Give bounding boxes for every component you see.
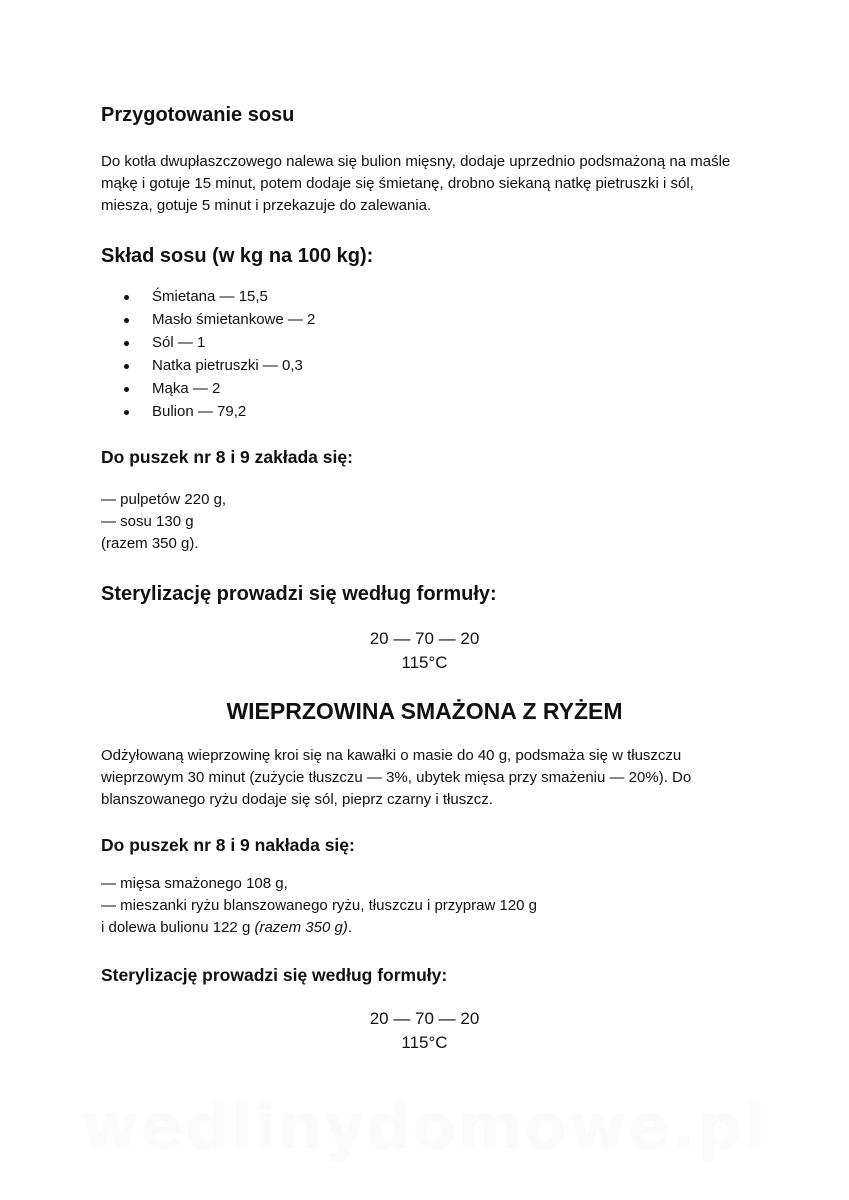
recipe-fill-line (101, 917, 751, 939)
list-item: Sól — 1 (101, 331, 751, 354)
can-fill-heading: Do puszek nr 8 i 9 zakłada się: (101, 447, 353, 467)
recipe-title: WIEPRZOWINA SMAŻONA Z RYŻEM (226, 698, 623, 724)
list-item: Bulion — 79,2 (101, 400, 751, 423)
can-fill-line: — pulpetów 220 g, (101, 491, 227, 508)
recipe-fill-text: i dolewa bulionu 122 g (101, 919, 255, 936)
can-fill-line: (razem 350 g). (101, 535, 199, 552)
list-item: Masło śmietankowe — 2 (101, 308, 751, 331)
sterilization-formula (101, 627, 748, 675)
formula-times: 20 — 70 — 20 (369, 1009, 480, 1028)
watermark: wedlinydomowe.pl (81, 1090, 768, 1163)
sauce-ingredients-list (101, 285, 751, 423)
recipe-fill-line: — mieszanki ryżu blanszowanego ryżu, tłuszczu i przypraw 120 g (101, 897, 538, 914)
page-content (101, 100, 751, 1055)
sauce-composition-heading: Skład sosu (w kg na 100 kg): (101, 245, 374, 267)
recipe-sterilization-formula (101, 1007, 748, 1055)
sauce-preparation-heading: Przygotowanie sosu (101, 104, 295, 126)
list-item: Mąka — 2 (101, 377, 751, 400)
recipe-fill-total: (razem 350 g) (254, 919, 348, 936)
recipe-fill-period: . (347, 919, 352, 936)
formula-temperature: 115°C (401, 1033, 448, 1052)
recipe-paragraph: Odżyłowaną wieprzowinę kroi się na kawałki o masie do 40 g, podsmaża się w tłuszczu wieprzowym 30 minut (zużycie tłuszczu — 3%, ubytek mięsa przy smażeniu — 20%). Do blanszowanego ryżu dodaje się sól, pieprz czarny i tłuszcz. (101, 747, 692, 808)
list-item: Natka pietruszki — 0,3 (101, 354, 751, 377)
can-fill-line: — sosu 130 g (101, 513, 194, 530)
recipe-can-fill-heading: Do puszek nr 8 i 9 nakłada się: (101, 835, 355, 855)
recipe-fill-line: — mięsa smażonego 108 g, (101, 875, 288, 892)
recipe-sterilization-heading: Sterylizację prowadzi się według formuły: (101, 965, 448, 985)
list-item: Śmietana — 15,5 (101, 285, 751, 308)
sauce-preparation-paragraph: Do kotła dwupłaszczowego nalewa się bulion mięsny, dodaje uprzednio podsmażoną na maśle mąkę i gotuje 15 minut, potem dodaje się śmietanę, drobno siekaną natkę pietruszki i sól, miesza, gotuje 5 minut i przekazuje do zalewania. (101, 153, 731, 214)
formula-times: 20 — 70 — 20 (369, 629, 480, 648)
sterilization-heading: Sterylizację prowadzi się według formuły: (101, 583, 497, 605)
formula-temperature: 115°C (401, 653, 448, 672)
